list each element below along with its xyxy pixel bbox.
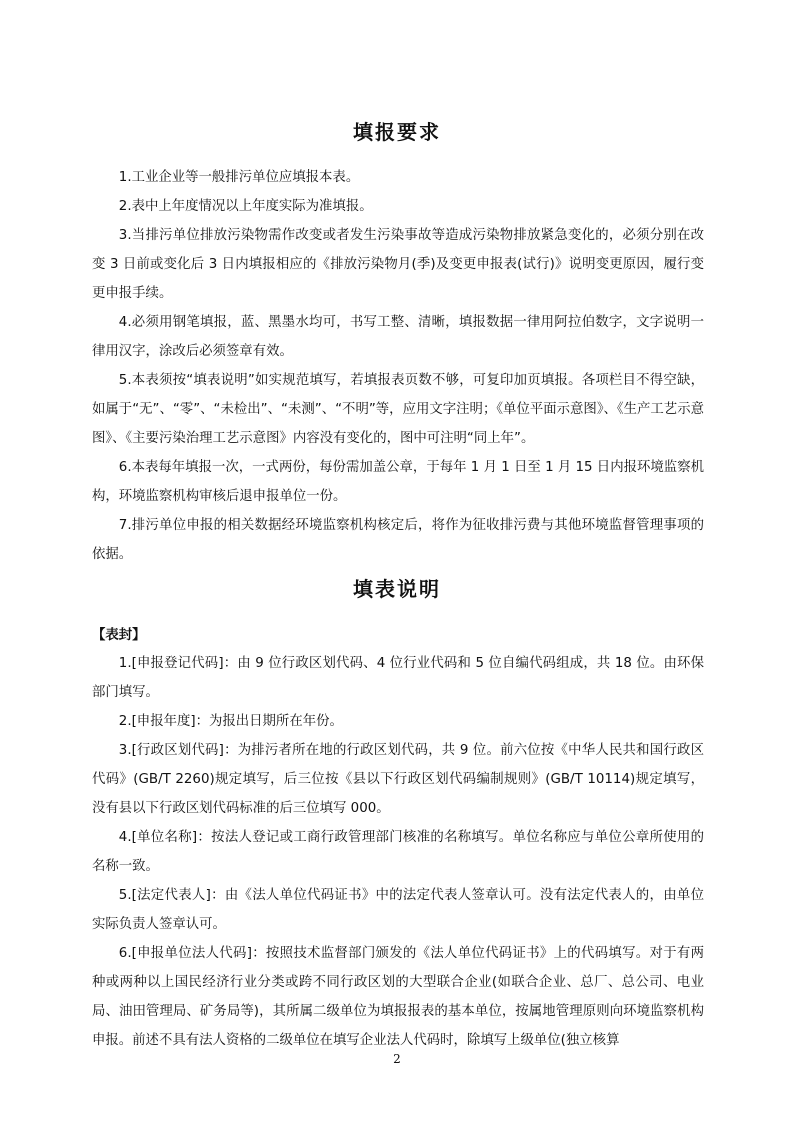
requirement-item-3: 3.当排污单位排放污染物需作改变或者发生污染事故等造成污染物排放紧急变化的，必须分别在改变 3 日前或变化后 3 日内填报相应的《排放污染物月(季)及变更申报表(试行)》说明变更原因，履行变更申报手续。 <box>92 228 704 301</box>
instruction-item-2: 2.[申报年度]：为报出日期所在年份。 <box>118 714 343 729</box>
instruction-item-6: 6.[申报单位法人代码]：按照技术监督部门颁发的《法人单位代码证书》上的代码填写。对于有两种或两种以上国民经济行业分类或跨不同行政区划的大型联合企业(如联合企业、总厂、总公司、电业局、油田管理局、矿务局等)，其所属二级单位为填报报表的基本单位，按属地管理原则向环境监察机构申报。前述不具有法人资格的二级单位在填写企业法人代码时，除填写上级单位(独立核算 <box>92 946 704 1048</box>
requirements-list <box>92 163 704 569</box>
requirement-item-4: 4.必须用钢笔填报，蓝、黑墨水均可，书写工整、清晰，填报数据一律用阿拉伯数字，文字说明一律用汉字，涂改后必须签章有效。 <box>92 315 704 359</box>
requirements-title: 填报要求 <box>353 120 441 144</box>
section-label-cover: 【表封】 <box>92 628 146 643</box>
requirement-item-6: 6.本表每年填报一次，一式两份，每份需加盖公章，于每年 1 月 1 日至 1 月 15 日内报环境监察机构，环境监察机构审核后退申报单位一份。 <box>92 460 704 504</box>
requirement-item-7: 7.排污单位申报的相关数据经环境监察机构核定后，将作为征收排污费与其他环境监督管理事项的依据。 <box>92 518 704 562</box>
instruction-item-1: 1.[申报登记代码]：由 9 位行政区划代码、4 位行业代码和 5 位自编代码组成，共 18 位。由环保部门填写。 <box>92 656 704 700</box>
requirement-item-1: 1.工业企业等一般排污单位应填报本表。 <box>118 170 360 185</box>
instruction-item-5: 5.[法定代表人]：由《法人单位代码证书》中的法定代表人签章认可。没有法定代表人的，由单位实际负责人签章认可。 <box>92 888 704 932</box>
requirement-item-5: 5.本表须按“填表说明”如实规范填写，若填报表页数不够，可复印加页填报。各项栏目不得空缺，如属于“无”、“零”、“未检出”、“未测”、“不明”等，应用文字注明；《单位平面示意图》、《生产工艺示意图》、《主要污染治理工艺示意图》内容没有变化的，图中可注明“同上年”。 <box>92 373 704 446</box>
instructions-list <box>92 649 704 1055</box>
instruction-item-3: 3.[行政区划代码]：为排污者所在地的行政区划代码，共 9 位。前六位按《中华人民共和国行政区代码》(GB/T 2260)规定填写，后三位按《县以下行政区划代码编制规则》(GB/T 10114)规定填写，没有县以下行政区划代码标准的后三位填写 000。 <box>92 743 704 816</box>
instruction-item-4: 4.[单位名称]：按法人登记或工商行政管理部门核准的名称填写。单位名称应与单位公章所使用的名称一致。 <box>92 830 704 874</box>
page-number: 2 <box>393 1052 401 1066</box>
requirement-item-2: 2.表中上年度情况以上年度实际为准填报。 <box>118 199 373 214</box>
instructions-title: 填表说明 <box>353 577 441 601</box>
